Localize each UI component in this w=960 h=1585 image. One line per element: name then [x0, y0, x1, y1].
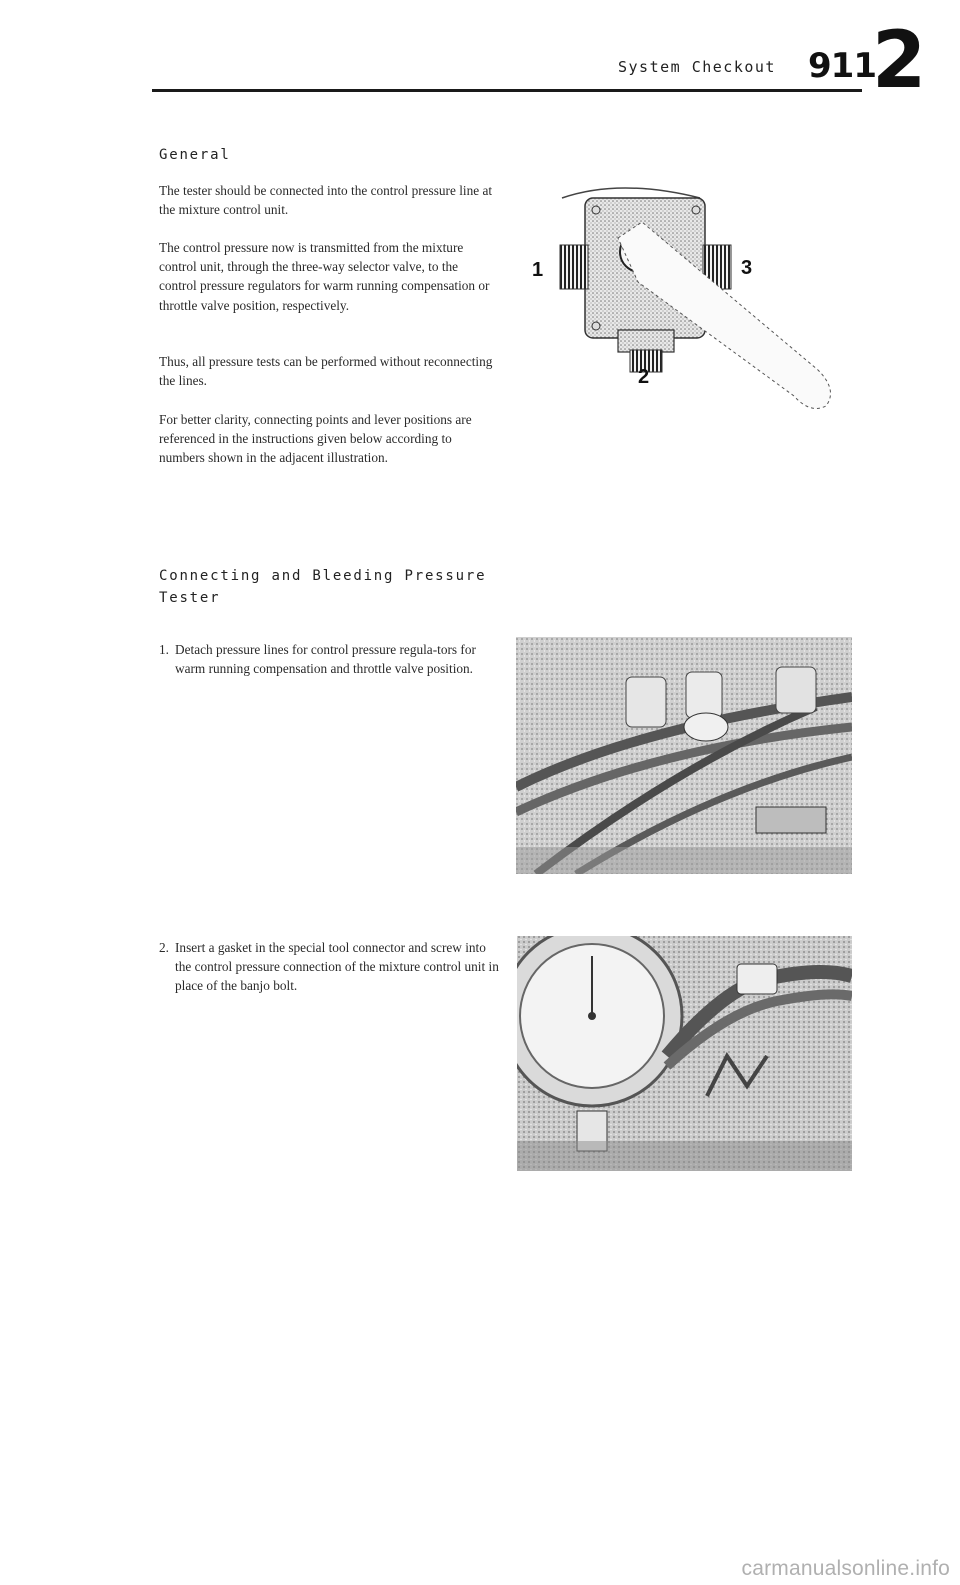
- step-2: [159, 938, 509, 1018]
- general-heading: General: [159, 147, 231, 163]
- step-1-number: 1.: [159, 642, 169, 657]
- general-paragraph-2: The control pressure now is transmitted from the mixture control unit, through the three-way selector valve, to the control pressure regulators for warm running compensation or throttle valve position, respectively.: [159, 240, 490, 313]
- general-paragraph-4: For better clarity, connecting points and lever positions are referenced in the instructions given below according to numbers shown in the adjacent illustration.: [159, 412, 472, 466]
- model-number: 911: [808, 46, 876, 86]
- section-number: 2: [872, 16, 927, 106]
- step-1: [159, 640, 509, 700]
- selector-valve-illustration: [500, 180, 850, 410]
- header-rule: [152, 89, 862, 92]
- header-title: System Checkout: [618, 58, 776, 76]
- general-paragraph-1: The tester should be connected into the control pressure line at the mixture control unit.: [159, 183, 493, 218]
- pressure-gauge-photo: [517, 936, 852, 1171]
- port-label-2: 2: [638, 366, 650, 388]
- selector-valve-drawing: [500, 180, 850, 410]
- pressure-lines-photo-drawing: [516, 637, 852, 874]
- step-1-text: Detach pressure lines for control pressure regula-tors for warm running compensation and throttle valve position.: [175, 642, 476, 677]
- pressure-gauge-photo-drawing: [517, 936, 852, 1171]
- watermark: carmanualsonline.info: [741, 1557, 950, 1580]
- port-label-1: 1: [532, 259, 544, 281]
- connecting-heading-line1: Connecting and Bleeding Pressure: [159, 568, 487, 584]
- general-paragraph-3: Thus, all pressure tests can be performed without reconnecting the lines.: [159, 354, 493, 389]
- connecting-heading: [159, 565, 486, 609]
- step-2-number: 2.: [159, 940, 169, 955]
- port-label-3: 3: [741, 257, 753, 279]
- pressure-lines-photo: [516, 637, 852, 874]
- page-header: [0, 0, 960, 106]
- step-2-text: Insert a gasket in the special tool connector and screw into the control pressure connection of the mixture control unit in place of the banjo bolt.: [175, 940, 499, 994]
- connecting-heading-line2: Tester: [159, 590, 221, 606]
